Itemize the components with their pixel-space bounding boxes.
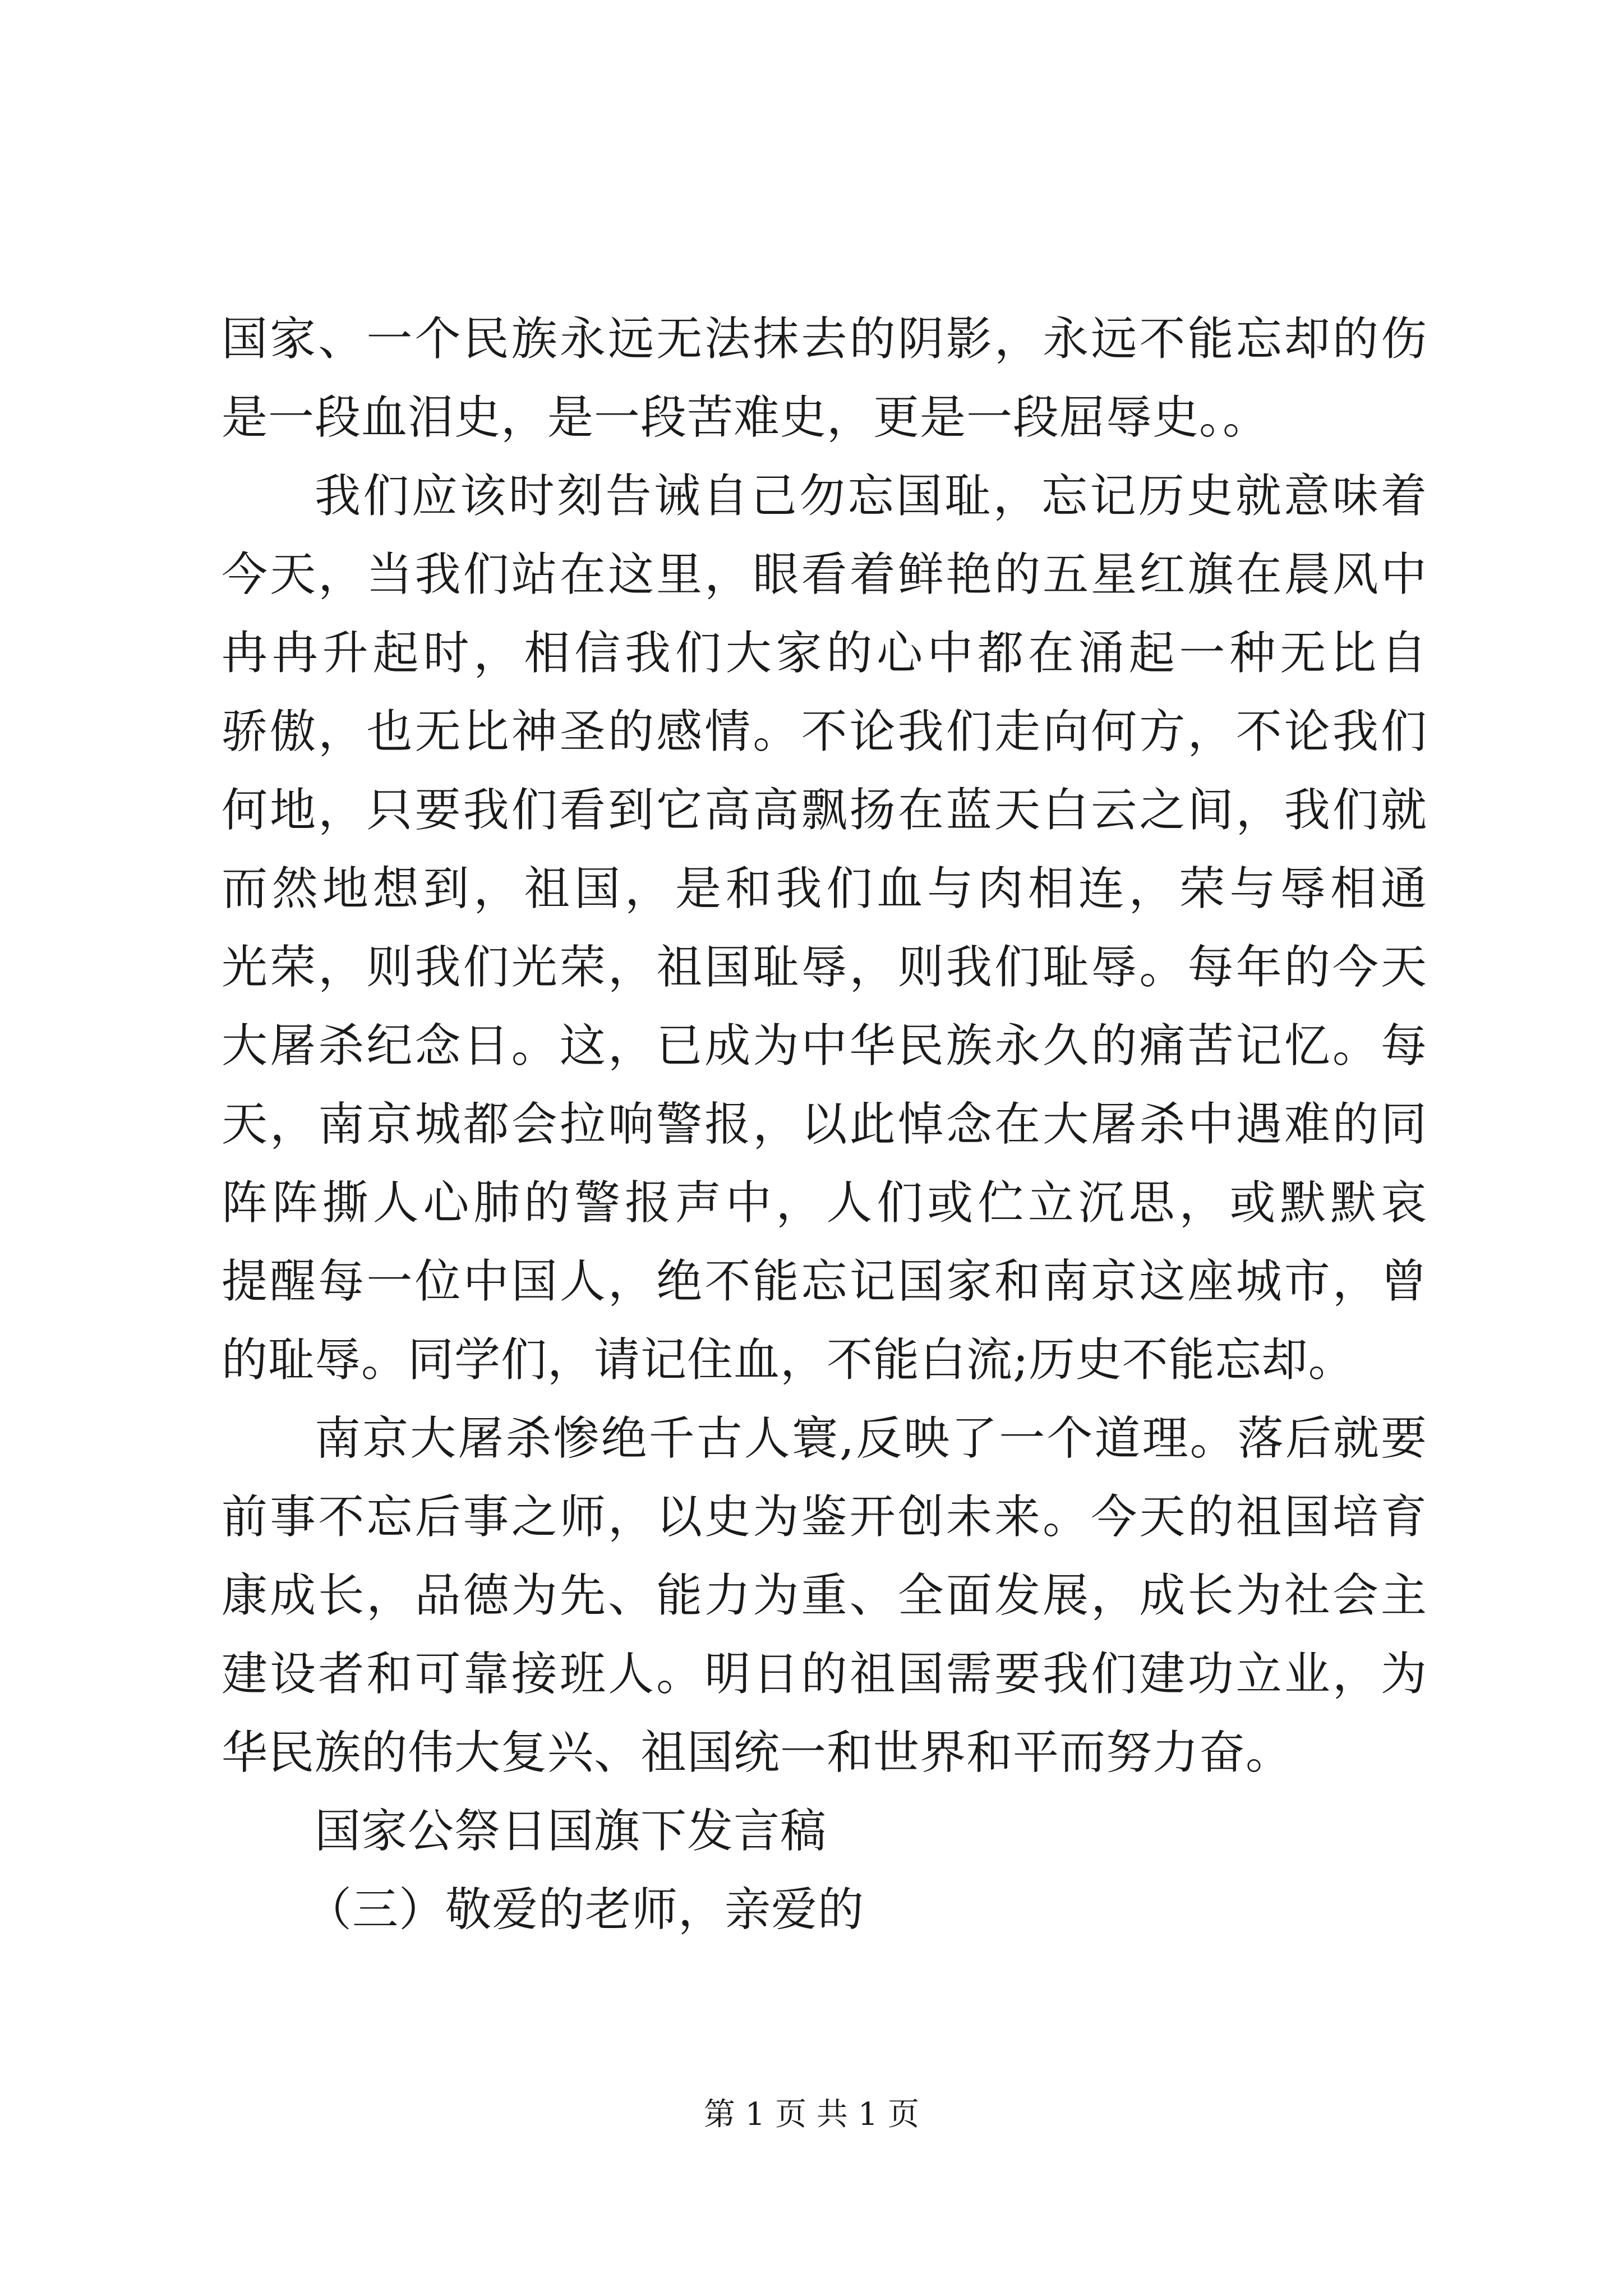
page-number: 第 1 页 共 1 页 — [703, 2096, 920, 2133]
text-line: 华民族的伟大复兴、祖国统一和世界和平而努力奋。 — [222, 1726, 1293, 1779]
text-line: 康成长，品德为先、能力为重、全面发展，成长为社会主 — [222, 1569, 1427, 1622]
page-footer — [0, 2092, 1623, 2137]
text-line: 今天，当我们站在这里，眼看着鲜艳的五星红旗在晨风中 — [222, 548, 1427, 601]
text-line: 建设者和可靠接班人。明日的祖国需要我们建功立业，为 — [222, 1648, 1427, 1701]
text-line: 大屠杀纪念日。这，已成为中华民族永久的痛苦记忆。每 — [222, 1019, 1427, 1073]
text-line: 前事不忘后事之师，以史为鉴开创未来。今天的祖国培育 — [222, 1490, 1427, 1544]
text-line: 何地，只要我们看到它高高飘扬在蓝天白云之间，我们就 — [222, 784, 1427, 837]
subsection-heading: （三）敬爱的老师，亲爱的 — [306, 1883, 865, 1936]
text-line: 而然地想到，祖国，是和我们血与肉相连，荣与辱相通 — [222, 862, 1427, 915]
text-line: 光荣，则我们光荣，祖国耻辱，则我们耻辱。每年的今天 — [222, 941, 1427, 994]
text-line: 是一段血泪史，是一段苦难史，更是一段屈辱史。。 — [222, 391, 1270, 444]
section-heading: 国家公祭日国旗下发言稿 — [315, 1805, 827, 1858]
document-body — [222, 300, 1427, 1949]
text-line: 提醒每一位中国人，绝不能忘记国家和南京这座城市，曾 — [222, 1255, 1427, 1308]
text-line: 冉冉升起时，相信我们大家的心中都在涌起一种无比自 — [222, 627, 1427, 680]
paragraph-start-line: 南京大屠杀惨绝千古人寰,反映了一个道理。落后就要 — [315, 1412, 1427, 1465]
text-line: 骄傲，也无比神圣的感情。不论我们走向何方，不论我们 — [222, 705, 1427, 758]
text-line: 的耻辱。同学们，请记住血，不能白流;历史不能忘却。 — [222, 1333, 1355, 1387]
paragraph-start-line: 我们应该时刻告诫自己勿忘国耻，忘记历史就意味着 — [315, 470, 1427, 523]
text-line: 国家、一个民族永远无法抹去的阴影，永远不能忘却的伤 — [222, 312, 1427, 366]
text-line: 天，南京城都会拉响警报，以此悼念在大屠杀中遇难的同 — [222, 1098, 1427, 1151]
text-line: 阵阵撕人心肺的警报声中，人们或伫立沉思，或默默哀 — [222, 1176, 1427, 1230]
